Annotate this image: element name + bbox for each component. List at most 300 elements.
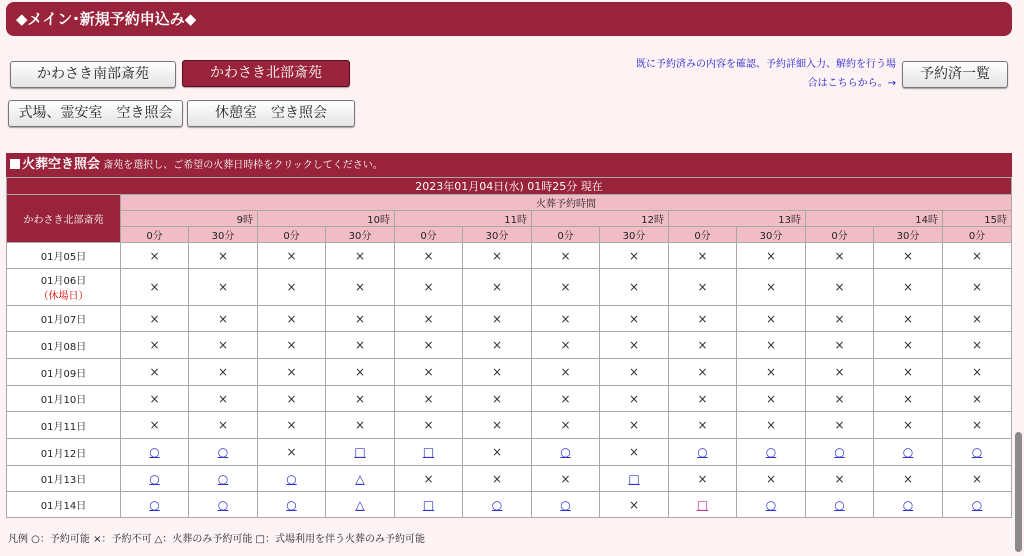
date-label: 01月08日 (40, 341, 87, 353)
slot-cell (532, 243, 600, 269)
slot-cell (395, 269, 463, 306)
date-cell (7, 306, 121, 332)
slot-link[interactable]: ○ (217, 471, 229, 486)
slot-unavailable-mark: × (217, 338, 229, 352)
slot-unavailable-mark: × (834, 338, 845, 352)
slot-unavailable-mark: × (354, 248, 366, 263)
slot-cell[interactable] (326, 466, 395, 492)
slot-cell[interactable] (189, 439, 258, 466)
slot-cell (943, 243, 1012, 269)
minute-header: 30分 (189, 227, 258, 243)
slot-unavailable-mark: × (834, 365, 845, 379)
slot-unavailable-mark: × (697, 471, 708, 486)
square-icon (10, 159, 20, 169)
minute-header-row (7, 227, 1012, 243)
slot-unavailable-mark: × (560, 418, 571, 432)
current-datetime: 2023年01月04日(水) 01時25分 現在 (7, 178, 1012, 195)
slot-cell (395, 466, 463, 492)
slot-link[interactable]: ○ (217, 497, 229, 512)
date-cell (7, 386, 121, 412)
slot-unavailable-mark: × (628, 391, 640, 406)
slot-unavailable-mark: × (491, 338, 503, 352)
date-cell (7, 269, 121, 306)
slot-cell[interactable] (121, 492, 189, 518)
scrollbar-thumb[interactable] (1015, 432, 1022, 552)
slot-cell (806, 412, 874, 439)
slot-cell[interactable] (189, 492, 258, 518)
slot-unavailable-mark: × (765, 365, 777, 379)
reserved-hint-line1: 既に予約済みの内容を確認、予約詳細入力、解約を行う場 (636, 59, 896, 70)
slot-unavailable-mark: × (628, 338, 640, 352)
slot-unavailable-mark: × (834, 311, 845, 326)
slot-cell (463, 386, 532, 412)
date-label: 01月05日 (40, 252, 87, 263)
slot-link[interactable]: ○ (971, 497, 983, 512)
slot-cell (737, 386, 806, 412)
slot-cell[interactable] (943, 492, 1012, 518)
slot-unavailable-mark: × (491, 248, 503, 263)
slot-cell[interactable] (943, 439, 1012, 466)
slot-unavailable-mark: × (765, 391, 777, 406)
slot-unavailable-mark: × (491, 418, 503, 432)
reserved-list-button[interactable]: 予約済一覧 (902, 61, 1008, 88)
slot-unavailable-mark: × (217, 365, 229, 379)
slot-cell (326, 306, 395, 332)
slot-unavailable-mark: × (286, 311, 297, 326)
slot-unavailable-mark: × (834, 248, 845, 263)
slot-cell[interactable] (737, 439, 806, 466)
date-label: 01月10日 (40, 395, 87, 406)
minute-header: 30分 (326, 227, 395, 243)
slot-link[interactable]: ○ (902, 445, 914, 459)
slot-cell[interactable] (806, 492, 874, 518)
slot-cell (806, 359, 874, 386)
slot-cell (600, 412, 669, 439)
slot-cell[interactable] (395, 439, 463, 466)
time-header: 火葬予約時間 (121, 195, 1012, 211)
minute-header: 0分 (669, 227, 737, 243)
slot-cell[interactable] (737, 492, 806, 518)
date-label: 01月09日 (40, 368, 87, 380)
slot-unavailable-mark: × (354, 391, 366, 406)
slot-unavailable-mark: × (423, 338, 434, 352)
slot-cell[interactable] (532, 439, 600, 466)
page-title: ◆メイン･新規予約申込み◆ (16, 10, 197, 28)
slot-unavailable-mark: × (902, 280, 914, 294)
slot-link[interactable]: □ (696, 497, 709, 512)
section-title: 火葬空き照会 (22, 157, 101, 172)
reserved-hint (612, 55, 896, 93)
slot-unavailable-mark: × (560, 280, 571, 294)
slot-unavailable-mark: × (834, 471, 845, 486)
slot-unavailable-mark: × (971, 418, 983, 432)
slot-cell (600, 439, 669, 466)
slot-cell (258, 306, 326, 332)
slot-unavailable-mark: × (423, 471, 434, 486)
slot-cell (189, 412, 258, 439)
slot-unavailable-mark: × (697, 280, 708, 294)
slot-unavailable-mark: × (217, 391, 229, 406)
slot-cell (669, 306, 737, 332)
slot-cell (463, 439, 532, 466)
slot-cell (874, 412, 943, 439)
date-row (7, 306, 1012, 332)
slot-cell (600, 359, 669, 386)
slot-unavailable-mark: × (149, 311, 160, 326)
south-facility-button[interactable]: かわさき南部斎苑 (10, 61, 176, 88)
slot-cell (258, 332, 326, 359)
slot-cell[interactable] (806, 439, 874, 466)
slot-unavailable-mark: × (697, 391, 708, 406)
date-row (7, 332, 1012, 359)
slot-unavailable-mark: × (560, 311, 571, 326)
slot-cell[interactable] (532, 492, 600, 518)
slot-unavailable-mark: × (286, 338, 297, 352)
hour-header-row (7, 211, 1012, 227)
slot-unavailable-mark: × (491, 471, 503, 486)
slot-cell (943, 269, 1012, 306)
slot-unavailable-mark: × (628, 280, 640, 294)
slot-cell (532, 306, 600, 332)
slot-cell (874, 243, 943, 269)
date-cell (7, 359, 121, 386)
slot-cell (326, 359, 395, 386)
slot-cell (600, 243, 669, 269)
slot-unavailable-mark: × (902, 418, 914, 432)
slot-cell (806, 269, 874, 306)
slot-link[interactable]: ○ (971, 445, 983, 459)
slot-link[interactable]: ○ (765, 445, 777, 459)
slot-cell (806, 306, 874, 332)
slot-cell (258, 359, 326, 386)
slot-cell (189, 332, 258, 359)
slot-unavailable-mark: × (491, 391, 503, 406)
date-row (7, 492, 1012, 518)
slot-unavailable-mark: × (149, 248, 160, 263)
slot-unavailable-mark: × (423, 418, 434, 432)
slot-link[interactable]: ○ (765, 497, 777, 512)
slot-unavailable-mark: × (697, 418, 708, 432)
slot-unavailable-mark: × (971, 471, 983, 486)
slot-cell[interactable] (326, 439, 395, 466)
minute-header: 0分 (943, 227, 1012, 243)
slot-unavailable-mark: × (902, 471, 914, 486)
minute-header: 30分 (463, 227, 532, 243)
minute-header: 30分 (600, 227, 669, 243)
slot-unavailable-mark: × (286, 280, 297, 294)
slot-cell[interactable] (121, 466, 189, 492)
slot-cell[interactable] (258, 492, 326, 518)
slot-unavailable-mark: × (423, 280, 434, 294)
slot-cell[interactable] (189, 466, 258, 492)
slot-cell (532, 466, 600, 492)
slot-cell (189, 306, 258, 332)
slot-unavailable-mark: × (628, 365, 640, 379)
minute-header: 0分 (258, 227, 326, 243)
slot-link[interactable]: ○ (286, 497, 297, 512)
slot-cell (258, 412, 326, 439)
slot-unavailable-mark: × (354, 338, 366, 352)
availability-table (6, 177, 1012, 518)
slot-unavailable-mark: × (765, 338, 777, 352)
slot-unavailable-mark: × (902, 391, 914, 406)
date-label: 01月14日 (40, 501, 87, 512)
slot-cell (258, 386, 326, 412)
slot-link[interactable]: □ (422, 497, 435, 512)
slot-link[interactable]: △ (355, 497, 365, 512)
slot-unavailable-mark: × (354, 418, 366, 432)
slot-unavailable-mark: × (217, 280, 229, 294)
minute-header: 30分 (737, 227, 806, 243)
slot-cell (874, 269, 943, 306)
slot-cell (121, 306, 189, 332)
slot-cell (669, 412, 737, 439)
slot-unavailable-mark: × (971, 391, 983, 406)
slot-cell (121, 412, 189, 439)
date-label: 01月12日 (40, 448, 87, 460)
slot-link[interactable]: ○ (834, 445, 845, 459)
slot-cell (737, 332, 806, 359)
section-subtitle: 斎苑を選択し、ご希望の火葬日時枠をクリックしてください。 (103, 160, 383, 171)
slot-unavailable-mark: × (560, 471, 571, 486)
slot-cell (669, 332, 737, 359)
slot-unavailable-mark: × (971, 248, 983, 263)
slot-cell (463, 412, 532, 439)
slot-cell (737, 243, 806, 269)
page-title-bar (6, 2, 1012, 36)
slot-cell (806, 466, 874, 492)
slot-link[interactable]: ○ (560, 445, 571, 459)
slot-cell (737, 359, 806, 386)
slot-unavailable-mark: × (149, 391, 160, 406)
slot-link[interactable]: ○ (149, 471, 160, 486)
slot-cell (600, 492, 669, 518)
date-cell (7, 466, 121, 492)
minute-header: 0分 (121, 227, 189, 243)
date-row (7, 412, 1012, 439)
slot-unavailable-mark: × (902, 311, 914, 326)
slot-cell (463, 269, 532, 306)
slot-unavailable-mark: × (217, 418, 229, 432)
slot-cell (669, 269, 737, 306)
slot-unavailable-mark: × (765, 311, 777, 326)
slot-unavailable-mark: × (765, 248, 777, 263)
slot-cell (395, 306, 463, 332)
slot-cell (600, 386, 669, 412)
slot-unavailable-mark: × (354, 365, 366, 379)
slot-unavailable-mark: × (423, 391, 434, 406)
slot-unavailable-mark: × (628, 445, 640, 459)
slot-cell (463, 466, 532, 492)
slot-cell (121, 386, 189, 412)
slot-unavailable-mark: × (628, 311, 640, 326)
slot-cell[interactable] (600, 466, 669, 492)
slot-link[interactable]: □ (422, 445, 435, 459)
slot-cell (463, 332, 532, 359)
hall-availability-button[interactable]: 式場、霊安室 空き照会 (8, 100, 183, 127)
slot-cell (943, 332, 1012, 359)
slot-cell (258, 439, 326, 466)
slot-unavailable-mark: × (971, 311, 983, 326)
slot-unavailable-mark: × (423, 311, 434, 326)
slot-cell[interactable] (463, 492, 532, 518)
slot-cell (532, 386, 600, 412)
date-label: 01月13日 (40, 475, 87, 486)
slot-cell[interactable] (669, 439, 737, 466)
slot-unavailable-mark: × (149, 418, 160, 432)
slot-cell (395, 243, 463, 269)
date-row (7, 243, 1012, 269)
slot-cell (189, 269, 258, 306)
hour-header: 13時 (669, 211, 806, 227)
slot-cell (600, 306, 669, 332)
slot-link[interactable]: ○ (902, 497, 914, 512)
slot-unavailable-mark: × (834, 418, 845, 432)
slot-cell (669, 386, 737, 412)
slot-cell (326, 243, 395, 269)
slot-cell[interactable] (121, 439, 189, 466)
date-cell (7, 412, 121, 439)
slot-unavailable-mark: × (491, 365, 503, 379)
minute-header: 0分 (395, 227, 463, 243)
slot-cell (121, 243, 189, 269)
slot-cell (532, 332, 600, 359)
slot-cell[interactable] (669, 492, 737, 518)
slot-cell (806, 332, 874, 359)
slot-cell (532, 269, 600, 306)
slot-cell (463, 359, 532, 386)
holiday-note: （休場日） (38, 291, 89, 302)
slot-cell (874, 332, 943, 359)
date-row (7, 359, 1012, 386)
slot-unavailable-mark: × (765, 471, 777, 486)
slot-cell (326, 386, 395, 412)
date-row (7, 386, 1012, 412)
slot-cell (189, 243, 258, 269)
date-cell (7, 439, 121, 466)
slot-unavailable-mark: × (217, 248, 229, 263)
slot-unavailable-mark: × (217, 311, 229, 326)
slot-unavailable-mark: × (902, 365, 914, 379)
slot-cell (943, 412, 1012, 439)
slot-unavailable-mark: × (149, 365, 160, 379)
slot-cell (600, 269, 669, 306)
slot-cell (737, 466, 806, 492)
date-label: 01月11日 (40, 421, 87, 433)
minute-header: 0分 (806, 227, 874, 243)
slot-unavailable-mark: × (971, 280, 983, 294)
date-cell (7, 332, 121, 359)
slot-cell (326, 269, 395, 306)
slot-cell (874, 306, 943, 332)
date-row (7, 269, 1012, 306)
slot-cell (806, 386, 874, 412)
slot-cell[interactable] (395, 492, 463, 518)
hour-header: 14時 (806, 211, 943, 227)
slot-cell (874, 386, 943, 412)
slot-unavailable-mark: × (286, 418, 297, 432)
slot-link[interactable]: ○ (834, 497, 845, 512)
slot-cell (121, 359, 189, 386)
slot-cell (943, 306, 1012, 332)
date-cell (7, 492, 121, 518)
slot-unavailable-mark: × (902, 338, 914, 352)
slot-cell[interactable] (874, 492, 943, 518)
slot-link[interactable]: ○ (560, 497, 571, 512)
section-header (6, 153, 1012, 177)
slot-cell (806, 243, 874, 269)
slot-unavailable-mark: × (560, 365, 571, 379)
slot-unavailable-mark: × (491, 311, 503, 326)
slot-link[interactable]: ○ (149, 497, 160, 512)
slot-unavailable-mark: × (560, 391, 571, 406)
hour-header: 9時 (121, 211, 258, 227)
slot-unavailable-mark: × (765, 280, 777, 294)
slot-cell (326, 332, 395, 359)
slot-unavailable-mark: × (697, 338, 708, 352)
slot-unavailable-mark: × (765, 418, 777, 432)
slot-link[interactable]: ○ (217, 445, 229, 459)
slot-unavailable-mark: × (149, 338, 160, 352)
north-facility-button[interactable]: かわさき北部斎苑 (182, 60, 350, 87)
date-label: 01月06日 (40, 276, 87, 287)
slot-cell[interactable] (258, 466, 326, 492)
slot-cell[interactable] (326, 492, 395, 518)
slot-unavailable-mark: × (491, 280, 503, 294)
hour-header: 10時 (258, 211, 395, 227)
slot-unavailable-mark: × (354, 311, 366, 326)
slot-unavailable-mark: × (971, 338, 983, 352)
hour-header: 15時 (943, 211, 1012, 227)
slot-unavailable-mark: × (834, 280, 845, 294)
slot-unavailable-mark: × (423, 365, 434, 379)
minute-header: 30分 (874, 227, 943, 243)
facility-label: かわさき北部斎苑 (7, 195, 121, 243)
slot-link[interactable]: □ (628, 471, 640, 486)
slot-link[interactable]: ○ (286, 471, 297, 486)
slot-unavailable-mark: × (697, 248, 708, 263)
slot-unavailable-mark: × (286, 391, 297, 406)
slot-cell (874, 359, 943, 386)
slot-cell (258, 243, 326, 269)
slot-cell (395, 359, 463, 386)
slot-unavailable-mark: × (697, 365, 708, 379)
slot-cell (669, 466, 737, 492)
slot-link[interactable]: △ (355, 471, 365, 486)
slot-unavailable-mark: × (491, 445, 503, 459)
slot-unavailable-mark: × (971, 365, 983, 379)
date-label: 01月07日 (40, 315, 87, 326)
slot-cell (395, 412, 463, 439)
slot-cell (326, 412, 395, 439)
rest-room-availability-button[interactable]: 休憩室 空き照会 (187, 100, 355, 127)
slot-cell[interactable] (874, 439, 943, 466)
slot-link[interactable]: ○ (491, 497, 503, 512)
slot-unavailable-mark: × (286, 248, 297, 263)
slot-cell (943, 466, 1012, 492)
slot-cell (463, 243, 532, 269)
slot-cell (943, 386, 1012, 412)
slot-cell (669, 243, 737, 269)
slot-link[interactable]: ○ (697, 445, 708, 459)
slot-unavailable-mark: × (902, 248, 914, 263)
slot-unavailable-mark: × (628, 497, 640, 512)
slot-unavailable-mark: × (286, 365, 297, 379)
slot-link[interactable]: □ (354, 445, 366, 459)
slot-cell (189, 359, 258, 386)
slot-link[interactable]: ○ (149, 445, 160, 459)
slot-cell (395, 332, 463, 359)
